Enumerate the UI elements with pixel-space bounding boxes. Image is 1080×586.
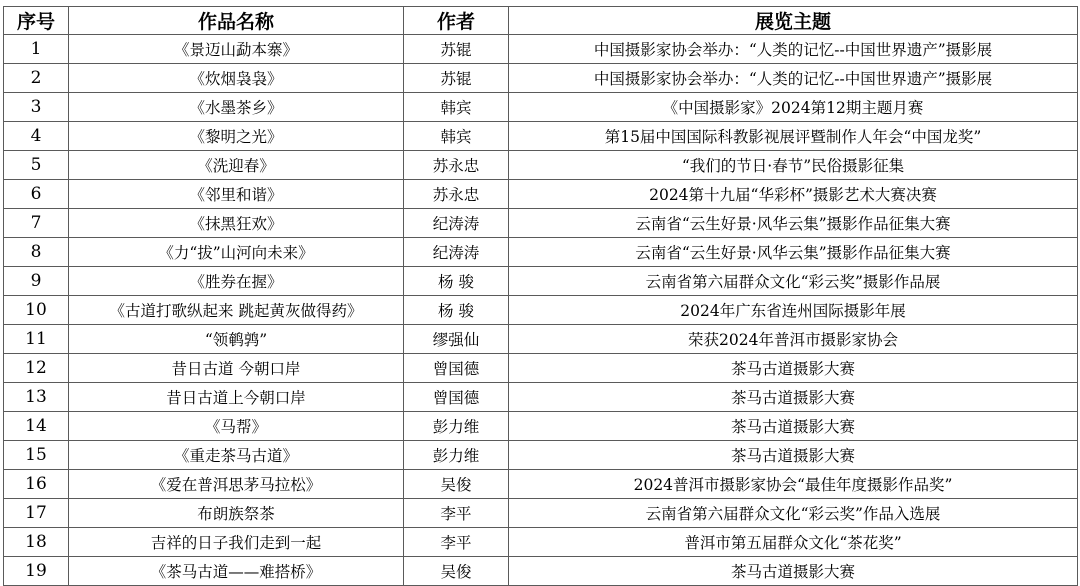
cell-number[interactable]: 6 bbox=[4, 180, 69, 209]
cell-author[interactable]: 韩宾 bbox=[404, 93, 509, 122]
table-row bbox=[4, 180, 1078, 209]
cell-author[interactable]: 彭力维 bbox=[404, 412, 509, 441]
table-row bbox=[4, 325, 1078, 354]
cell-theme[interactable]: 茶马古道摄影大赛 bbox=[509, 557, 1078, 586]
cell-number[interactable]: 1 bbox=[4, 35, 69, 64]
cell-theme[interactable]: “我们的节日·春节”民俗摄影征集 bbox=[509, 151, 1078, 180]
cell-theme[interactable]: 2024普洱市摄影家协会“最佳年度摄影作品奖” bbox=[509, 470, 1078, 499]
cell-theme[interactable]: 2024年广东省连州国际摄影年展 bbox=[509, 296, 1078, 325]
cell-title[interactable]: 《爱在普洱思茅马拉松》 bbox=[69, 470, 404, 499]
cell-author[interactable]: 纪涛涛 bbox=[404, 238, 509, 267]
cell-number[interactable]: 16 bbox=[4, 470, 69, 499]
cell-author[interactable]: 纪涛涛 bbox=[404, 209, 509, 238]
table-row bbox=[4, 528, 1078, 557]
cell-number[interactable]: 11 bbox=[4, 325, 69, 354]
cell-author[interactable]: 李平 bbox=[404, 528, 509, 557]
table-row bbox=[4, 93, 1078, 122]
cell-author[interactable]: 吴俊 bbox=[404, 470, 509, 499]
cell-title[interactable]: 《马帮》 bbox=[69, 412, 404, 441]
cell-theme[interactable]: 云南省“云生好景·风华云集”摄影作品征集大赛 bbox=[509, 209, 1078, 238]
cell-author[interactable]: 苏永忠 bbox=[404, 180, 509, 209]
cell-title[interactable]: 《水墨茶乡》 bbox=[69, 93, 404, 122]
header-theme: 展览主题 bbox=[509, 7, 1078, 35]
cell-theme[interactable]: 茶马古道摄影大赛 bbox=[509, 383, 1078, 412]
cell-number[interactable]: 17 bbox=[4, 499, 69, 528]
cell-number[interactable]: 8 bbox=[4, 238, 69, 267]
header-row bbox=[4, 7, 1078, 35]
cell-theme[interactable]: 《中国摄影家》2024第12期主题月赛 bbox=[509, 93, 1078, 122]
works-table bbox=[3, 6, 1078, 586]
table-row bbox=[4, 151, 1078, 180]
cell-theme[interactable]: 茶马古道摄影大赛 bbox=[509, 354, 1078, 383]
cell-theme[interactable]: 中国摄影家协会举办：“人类的记忆--中国世界遗产”摄影展 bbox=[509, 64, 1078, 93]
cell-author[interactable]: 苏永忠 bbox=[404, 151, 509, 180]
cell-number[interactable]: 19 bbox=[4, 557, 69, 586]
cell-theme[interactable]: 云南省第六届群众文化“彩云奖”摄影作品展 bbox=[509, 267, 1078, 296]
cell-title[interactable]: 《重走茶马古道》 bbox=[69, 441, 404, 470]
header-author: 作者 bbox=[404, 7, 509, 35]
table-row bbox=[4, 354, 1078, 383]
cell-theme[interactable]: 茶马古道摄影大赛 bbox=[509, 441, 1078, 470]
cell-theme[interactable]: 中国摄影家协会举办：“人类的记忆--中国世界遗产”摄影展 bbox=[509, 35, 1078, 64]
cell-number[interactable]: 10 bbox=[4, 296, 69, 325]
table-row bbox=[4, 470, 1078, 499]
table-row bbox=[4, 441, 1078, 470]
cell-number[interactable]: 3 bbox=[4, 93, 69, 122]
cell-number[interactable]: 13 bbox=[4, 383, 69, 412]
cell-title[interactable]: 《景迈山勐本寨》 bbox=[69, 35, 404, 64]
table-row bbox=[4, 267, 1078, 296]
cell-title[interactable]: 《黎明之光》 bbox=[69, 122, 404, 151]
cell-author[interactable]: 吴俊 bbox=[404, 557, 509, 586]
cell-author[interactable]: 韩宾 bbox=[404, 122, 509, 151]
cell-theme[interactable]: 2024第十九届“华彩杯”摄影艺术大赛决赛 bbox=[509, 180, 1078, 209]
table-row bbox=[4, 64, 1078, 93]
cell-number[interactable]: 14 bbox=[4, 412, 69, 441]
cell-title[interactable]: 《邻里和谐》 bbox=[69, 180, 404, 209]
cell-author[interactable]: 苏锟 bbox=[404, 64, 509, 93]
cell-title[interactable]: 《古道打歌纵起来 跳起黄灰做得药》 bbox=[69, 296, 404, 325]
cell-title[interactable]: 吉祥的日子我们走到一起 bbox=[69, 528, 404, 557]
cell-theme[interactable]: 云南省“云生好景·风华云集”摄影作品征集大赛 bbox=[509, 238, 1078, 267]
cell-author[interactable]: 杨 骏 bbox=[404, 296, 509, 325]
cell-title[interactable]: 《洗迎春》 bbox=[69, 151, 404, 180]
cell-author[interactable]: 苏锟 bbox=[404, 35, 509, 64]
table-row bbox=[4, 35, 1078, 64]
cell-title[interactable]: 《力“拔”山河向未来》 bbox=[69, 238, 404, 267]
cell-theme[interactable]: 普洱市第五届群众文化“茶花奖” bbox=[509, 528, 1078, 557]
cell-title[interactable]: 《胜券在握》 bbox=[69, 267, 404, 296]
cell-title[interactable]: “领鹌鹑” bbox=[69, 325, 404, 354]
table-row bbox=[4, 296, 1078, 325]
table-row bbox=[4, 412, 1078, 441]
cell-title[interactable]: 《茶马古道——难搭桥》 bbox=[69, 557, 404, 586]
table-row bbox=[4, 122, 1078, 151]
table-row bbox=[4, 238, 1078, 267]
cell-title[interactable]: 《抹黑狂欢》 bbox=[69, 209, 404, 238]
cell-number[interactable]: 12 bbox=[4, 354, 69, 383]
cell-number[interactable]: 18 bbox=[4, 528, 69, 557]
cell-number[interactable]: 7 bbox=[4, 209, 69, 238]
cell-theme[interactable]: 第15届中国国际科教影视展评暨制作人年会“中国龙奖” bbox=[509, 122, 1078, 151]
cell-title[interactable]: 《炊烟袅袅》 bbox=[69, 64, 404, 93]
cell-author[interactable]: 彭力维 bbox=[404, 441, 509, 470]
cell-number[interactable]: 15 bbox=[4, 441, 69, 470]
header-title: 作品名称 bbox=[69, 7, 404, 35]
table-row bbox=[4, 499, 1078, 528]
table-row bbox=[4, 383, 1078, 412]
table-row bbox=[4, 557, 1078, 586]
cell-title[interactable]: 布朗族祭茶 bbox=[69, 499, 404, 528]
cell-author[interactable]: 李平 bbox=[404, 499, 509, 528]
cell-author[interactable]: 缪强仙 bbox=[404, 325, 509, 354]
cell-author[interactable]: 曾国德 bbox=[404, 383, 509, 412]
cell-theme[interactable]: 茶马古道摄影大赛 bbox=[509, 412, 1078, 441]
cell-title[interactable]: 昔日古道上今朝口岸 bbox=[69, 383, 404, 412]
cell-author[interactable]: 曾国德 bbox=[404, 354, 509, 383]
cell-number[interactable]: 9 bbox=[4, 267, 69, 296]
cell-theme[interactable]: 云南省第六届群众文化“彩云奖”作品入选展 bbox=[509, 499, 1078, 528]
cell-title[interactable]: 昔日古道 今朝口岸 bbox=[69, 354, 404, 383]
cell-number[interactable]: 4 bbox=[4, 122, 69, 151]
cell-author[interactable]: 杨 骏 bbox=[404, 267, 509, 296]
cell-theme[interactable]: 荣获2024年普洱市摄影家协会 bbox=[509, 325, 1078, 354]
cell-number[interactable]: 5 bbox=[4, 151, 69, 180]
table-row bbox=[4, 209, 1078, 238]
cell-number[interactable]: 2 bbox=[4, 64, 69, 93]
header-number: 序号 bbox=[4, 7, 69, 35]
